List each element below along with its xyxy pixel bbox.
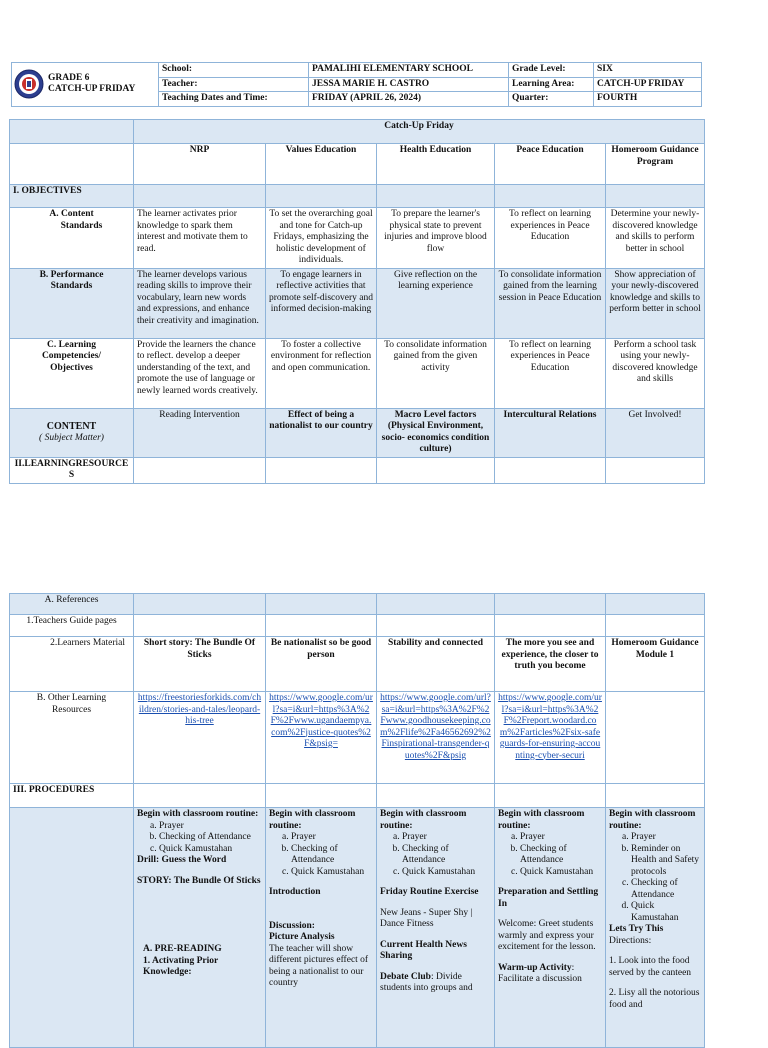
content-standards-nrp: The learner activates prior knowledge to spark them interest and motivate them to read. <box>134 208 266 269</box>
introduction-heading: Introduction <box>269 887 321 897</box>
health-news-heading: Current Health News Sharing <box>380 939 467 961</box>
routine-item: b. Checking of Attendance <box>520 844 602 867</box>
routine-heading: Begin with classroom routine: <box>269 809 356 831</box>
routine-item: b. Reminder on Health and Safety protocols <box>631 844 701 879</box>
resource-link-nrp[interactable]: https://freestoriesforkids.com/children/stories-and-tales/leopard-his-tree <box>134 692 266 784</box>
performance-standards-nrp: The learner develops various reading skills to improve their vocabulary, learn new words and expressions, and enhance their creativity and imagination. <box>134 268 266 338</box>
col-header-nrp: NRP <box>134 144 266 185</box>
procedure-nrp <box>134 808 266 1048</box>
teacher-label: Teacher: <box>159 77 309 92</box>
learners-material-peace: The more you see and experience, the closer to truth you become <box>495 637 606 692</box>
content-nrp: Reading Intervention <box>134 408 266 457</box>
competencies-homeroom: Perform a school task using your newly-discovered knowledge and skills <box>606 338 705 408</box>
welcome-text: Welcome: Greet students warmly and express your excitement for the lesson. <box>498 919 596 952</box>
content-standards-label: A. Content Standards <box>10 208 134 269</box>
routine-heading: Begin with classroom routine: <box>498 809 585 831</box>
routine-list <box>269 832 373 878</box>
picture-analysis-text: The teacher will show different pictures effect of being a nationalist to our country <box>269 943 369 988</box>
content-homeroom: Get Involved! <box>606 408 705 457</box>
prereading-heading: A. PRE-READING <box>143 944 222 954</box>
learners-material-health: Stability and connected <box>377 637 495 692</box>
grade-label: GRADE 6 <box>48 73 90 84</box>
col-header-health: Health Education <box>377 144 495 185</box>
content-label: CONTENT ( Subject Matter) <box>10 408 134 457</box>
debate-text: Debate Club: Divide students into groups and <box>380 971 473 993</box>
step-1: 1. Look into the food served by the canteen <box>609 956 692 978</box>
routine-item: a. Prayer <box>291 832 373 844</box>
resource-link-values[interactable]: https://www.google.com/url?sa=i&url=https%3A%2F%2Fwww.ugandaempya.com%2Fjustice-quotes%2F&psig= <box>266 692 377 784</box>
routine-heading: Begin with classroom routine: <box>380 809 467 831</box>
learners-material-label: 2.Learners Material <box>10 637 134 692</box>
routine-exercise-heading: Friday Routine Exercise <box>380 887 479 897</box>
references-label: A. References <box>10 594 134 615</box>
school-value: PAMALIHI ELEMENTARY SCHOOL <box>309 63 509 78</box>
performance-standards-values: To engage learners in reflective activities that promote self-discovery and informed decision-making <box>266 268 377 338</box>
routine-item: b. Checking of Attendance <box>159 832 262 844</box>
learning-resources-label: II.LEARNINGRESOURCES <box>10 457 134 483</box>
dance-text: New Jeans - Super Shy | Dance Fitness <box>380 907 473 929</box>
try-this-heading: Lets Try This <box>609 924 664 934</box>
step-2: 2. Lisy all the notorious food and <box>609 988 700 1010</box>
story-heading: STORY: The Bundle Of Sticks <box>137 875 261 886</box>
resource-link-health[interactable]: https://www.google.com/url?sa=i&url=https%3A%2F%2Fwww.goodhousekeeping.com%2Flife%2Fa46562692%2Finspirational-transgender-quotes%2F&psig <box>377 692 495 784</box>
performance-standards-peace: To consolidate information gained from the learning session in Peace Education <box>495 268 606 338</box>
quarter-label: Quarter: <box>509 92 594 107</box>
competencies-nrp: Provide the learners the chance to reflect. develop a deeper understanding of the text, and promote the use of language or newly learned words creatively. <box>134 338 266 408</box>
school-logo-cell <box>12 63 159 107</box>
routine-item: b. Checking of Attendance <box>402 844 491 867</box>
routine-item: a. Prayer <box>159 821 262 833</box>
performance-standards-label: B. Performance Standards <box>10 268 134 338</box>
routine-list <box>137 821 262 856</box>
quarter-value: FOURTH <box>594 92 702 107</box>
activating-heading: 1. Activating Prior Knowledge: <box>143 955 219 977</box>
grade-level-value: SIX <box>594 63 702 78</box>
competencies-label: C. Learning Competencies/ Objectives <box>10 338 134 408</box>
routine-heading: Begin with classroom routine: <box>609 809 696 831</box>
competencies-peace: To reflect on learning experiences in Peace Education <box>495 338 606 408</box>
procedure-values <box>266 808 377 1048</box>
routine-item: c. Checking of Attendance <box>631 878 701 901</box>
header-table <box>11 62 702 107</box>
routine-item: d. Quick Kamustahan <box>631 901 701 924</box>
routine-list <box>609 832 701 924</box>
col-header-peace: Peace Education <box>495 144 606 185</box>
routine-item: c. Quick Kamustahan <box>402 867 491 879</box>
routine-item: c. Quick Kamustahan <box>520 867 602 879</box>
procedure-health <box>377 808 495 1048</box>
routine-item: c. Quick Kamustahan <box>159 844 262 856</box>
learners-material-homeroom: Homeroom Guidance Module 1 <box>606 637 705 692</box>
preparation-heading: Preparation and Settling In <box>498 887 599 909</box>
routine-heading: Begin with classroom routine: <box>137 809 259 819</box>
procedure-homeroom <box>606 808 705 1048</box>
col-header-values: Values Education <box>266 144 377 185</box>
other-resources-label: B. Other Learning Resources <box>10 692 134 784</box>
catchup-title: Catch-Up Friday <box>134 120 705 144</box>
drill-heading: Drill: Guess the Word <box>137 855 227 865</box>
directions-label: Directions: <box>609 935 652 946</box>
resources-procedures-table <box>9 593 705 1048</box>
teachers-guide-label: 1.Teachers Guide pages <box>10 615 134 637</box>
routine-item: b. Checking of Attendance <box>291 844 373 867</box>
content-standards-peace: To reflect on learning experiences in Peace Education <box>495 208 606 269</box>
dates-value: FRIDAY (APRIL 26, 2024) <box>309 92 509 107</box>
content-standards-health: To prepare the learner's physical state to prevent injuries and improve blood flow <box>377 208 495 269</box>
grade-level-label: Grade Level: <box>509 63 594 78</box>
routine-list <box>380 832 491 878</box>
discussion-heading: Discussion: <box>269 920 315 931</box>
lesson-plan-table <box>9 119 705 484</box>
routine-item: a. Prayer <box>402 832 491 844</box>
objectives-heading: I. OBJECTIVES <box>10 185 134 208</box>
learners-material-values: Be nationalist so be good person <box>266 637 377 692</box>
deped-seal-icon <box>14 69 44 99</box>
learners-material-nrp: Short story: The Bundle Of Sticks <box>134 637 266 692</box>
routine-item: a. Prayer <box>520 832 602 844</box>
school-label: School: <box>159 63 309 78</box>
procedures-heading: III. PROCEDURES <box>10 784 134 808</box>
learning-area-label: Learning Area: <box>509 77 594 92</box>
performance-standards-health: Give reflection on the learning experience <box>377 268 495 338</box>
routine-list <box>498 832 602 878</box>
resource-link-peace[interactable]: https://www.google.com/url?sa=i&url=https%3A%2F%2Freport.woodard.com%2Farticles%2Fsix-safeguards-for-ensuring-accounting-cyber-securi <box>495 692 606 784</box>
competencies-health: To consolidate information gained from the given activity <box>377 338 495 408</box>
content-health: Macro Level factors (Physical Environment, socio- economics condition culture) <box>377 408 495 457</box>
performance-standards-homeroom: Show appreciation of your newly-discovered knowledge and skills to perform better in school <box>606 268 705 338</box>
warmup-text: Warm-up Activity: Facilitate a discussion <box>498 962 582 984</box>
catchup-label: CATCH-UP FRIDAY <box>48 84 136 95</box>
teacher-value: JESSA MARIE H. CASTRO <box>309 77 509 92</box>
picture-analysis-heading: Picture Analysis <box>269 932 335 942</box>
competencies-values: To foster a collective environment for reflection and open communication. <box>266 338 377 408</box>
routine-item: a. Prayer <box>631 832 701 844</box>
content-standards-homeroom: Determine your newly-discovered knowledge and skills to perform better in school <box>606 208 705 269</box>
col-header-homeroom: Homeroom Guidance Program <box>606 144 705 185</box>
procedure-peace <box>495 808 606 1048</box>
content-standards-values: To set the overarching goal and tone for Catch-up Fridays, emphasizing the holistic development of individuals. <box>266 208 377 269</box>
content-values: Effect of being a nationalist to our country <box>266 408 377 457</box>
content-peace: Intercultural Relations <box>495 408 606 457</box>
routine-item: c. Quick Kamustahan <box>291 867 373 879</box>
learning-area-value: CATCH-UP FRIDAY <box>594 77 702 92</box>
dates-label: Teaching Dates and Time: <box>159 92 309 107</box>
